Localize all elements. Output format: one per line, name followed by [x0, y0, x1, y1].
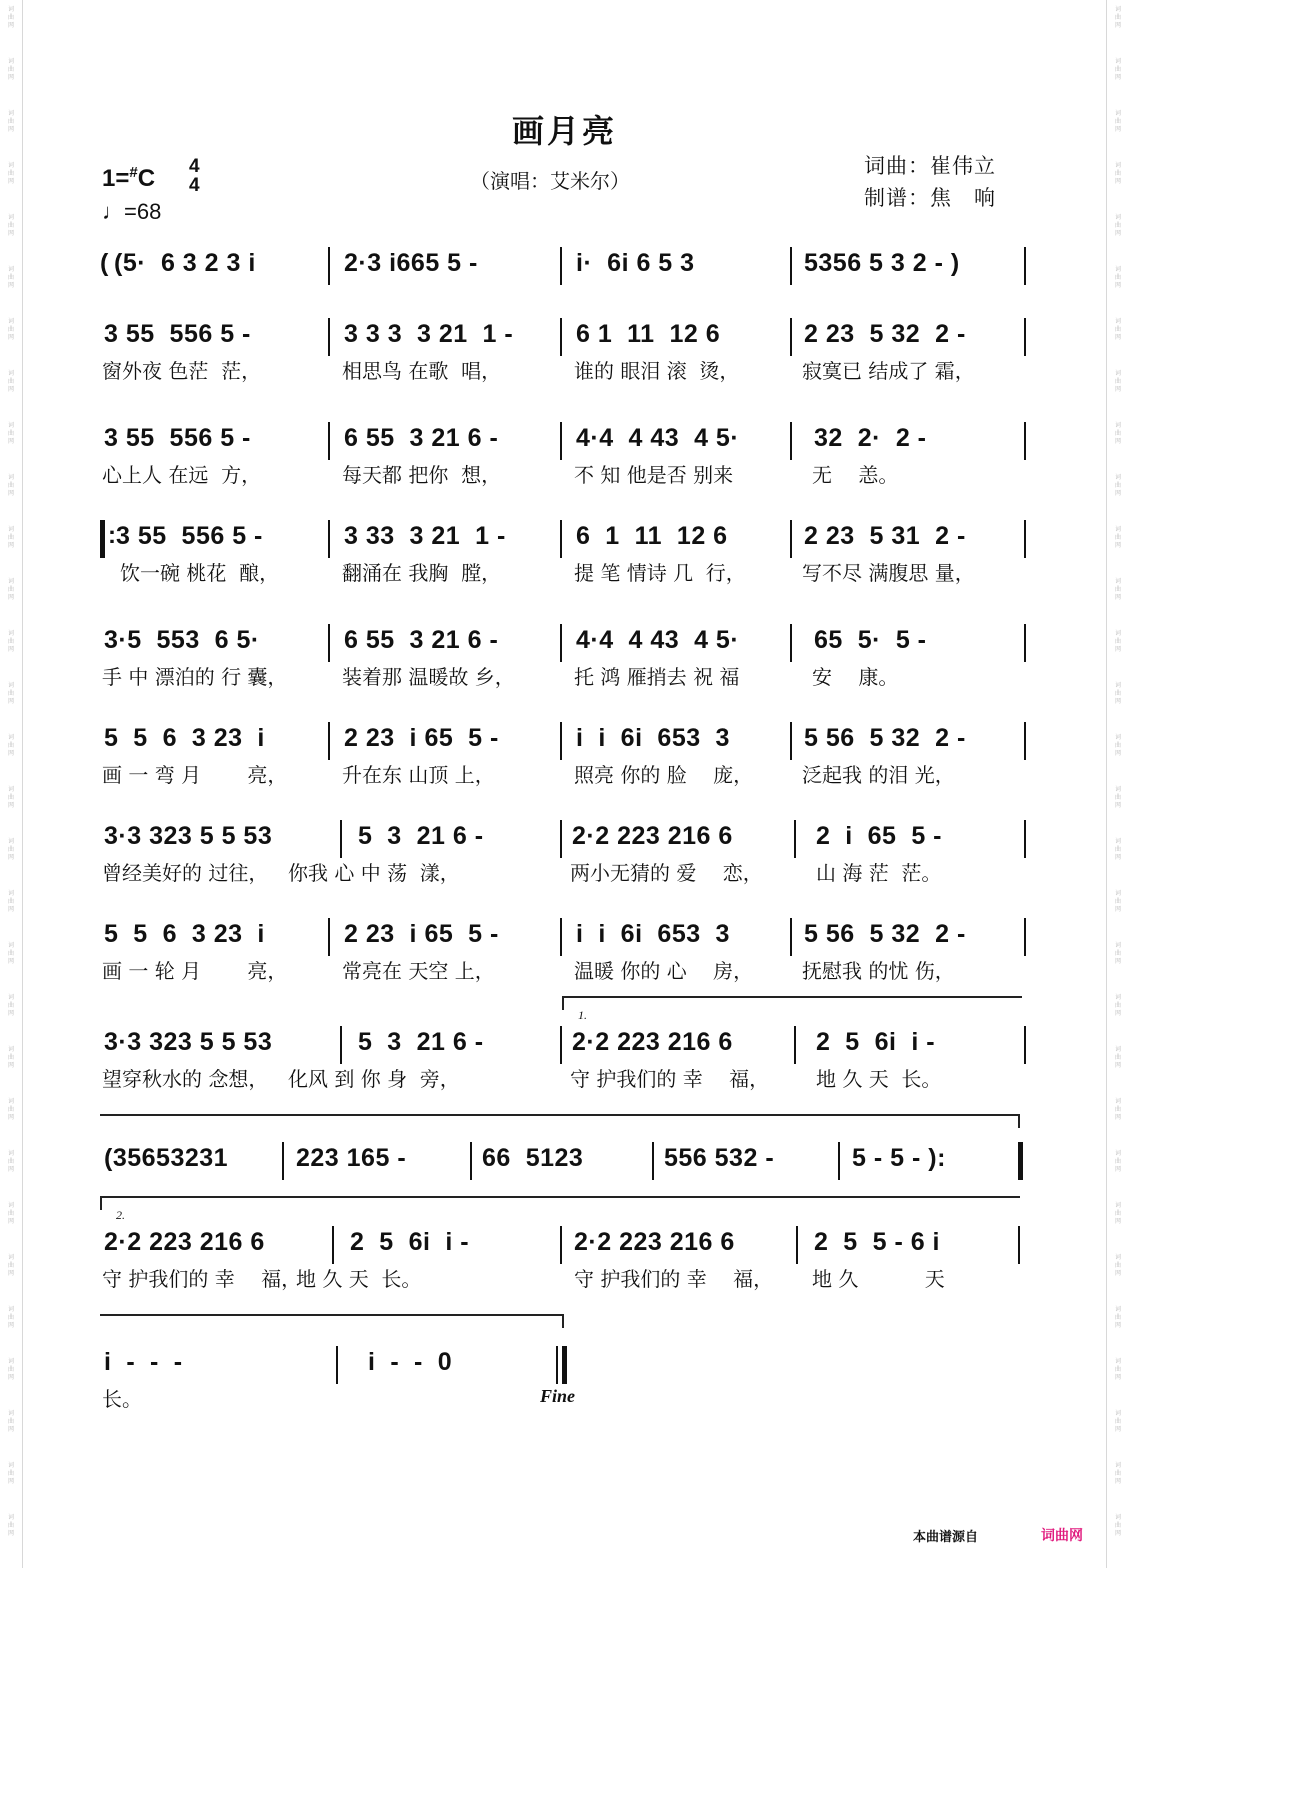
watermark-glyph: 词 曲 网: [7, 266, 14, 289]
barline: [790, 520, 792, 558]
lyric: 饮一碗 桃花 酿，: [120, 561, 280, 585]
score-line-verse2b: [100, 620, 1028, 700]
barline: [560, 820, 562, 858]
interlude-bracket: [100, 1114, 1020, 1116]
barline: [794, 1026, 796, 1064]
barline: [328, 520, 330, 558]
watermark-glyph: 词 曲 网: [1114, 266, 1121, 289]
score-line-interlude: [100, 1138, 1028, 1218]
barline: [560, 247, 562, 285]
barline: [1024, 247, 1026, 285]
measure: 2·3 i665 5 -: [344, 249, 478, 277]
lyric: 手 中 漂泊的 行 囊，: [102, 665, 288, 689]
lyric: 不 知 他是否 别来: [574, 463, 734, 487]
lyric: 守 护我们的 幸 福，: [570, 1067, 770, 1091]
measure: 2 5 6i i -: [816, 1028, 936, 1056]
lyric: 画 一 轮 月 亮，: [102, 959, 288, 983]
watermark-glyph: 词 曲 网: [1114, 214, 1121, 237]
measure: 5 5 6 3 23 i: [104, 724, 265, 752]
barline: [328, 318, 330, 356]
barline: [652, 1142, 654, 1180]
measure: 32 2· 2 -: [814, 424, 927, 452]
watermark-glyph: 词 曲 网: [1114, 942, 1121, 965]
lyric: 常亮在 天空 上，: [342, 959, 495, 983]
watermark-glyph: 词 曲 网: [1114, 6, 1121, 29]
barline: [560, 624, 562, 662]
lyric: 窗外夜 色茫 茫，: [102, 359, 262, 383]
watermark-glyph: 词 曲 网: [1114, 1462, 1121, 1485]
watermark-glyph: 词 曲 网: [7, 58, 14, 81]
barline: [1024, 820, 1026, 858]
watermark-glyph: 词 曲 网: [1114, 162, 1121, 185]
lyric: 每天都 把你 想，: [342, 463, 502, 487]
second-ending-bracket: [100, 1196, 1020, 1198]
watermark-glyph: 词 曲 网: [7, 838, 14, 861]
barline: [1024, 520, 1026, 558]
watermark-glyph: 词 曲 网: [1114, 994, 1121, 1017]
watermark-glyph: 词 曲 网: [1114, 110, 1121, 133]
watermark-glyph: 词 曲 网: [1114, 786, 1121, 809]
barline: [560, 1226, 562, 1264]
barline: [560, 918, 562, 956]
lyric: 地 久 天 长。: [816, 1067, 942, 1091]
lyric: 托 鸿 雁捎去 祝 福: [574, 665, 740, 689]
watermark-glyph: 词 曲 网: [7, 1254, 14, 1277]
lyric: 写不尽 满腹思 量，: [802, 561, 975, 585]
barline: [328, 247, 330, 285]
score-line-chorus2a: [100, 914, 1028, 994]
first-ending-bracket: [562, 996, 1022, 998]
measure: 3 33 3 21 1 -: [344, 522, 506, 550]
lyric: 升在东 山顶 上，: [342, 763, 495, 787]
measure: 2 23 5 32 2 -: [804, 320, 966, 348]
measure: 4·4 4 43 4 5·: [576, 626, 740, 654]
lyric: 安 康。: [812, 665, 899, 689]
barline: [560, 422, 562, 460]
watermark-glyph: 词 曲 网: [7, 1150, 14, 1173]
measure: 2 5 6i i -: [350, 1228, 470, 1256]
watermark-glyph: 词 曲 网: [1114, 1358, 1121, 1381]
watermark-glyph: 词 曲 网: [1114, 578, 1121, 601]
volta-1-label: 1.: [578, 1008, 587, 1022]
watermark-glyph: 词 曲 网: [1114, 1098, 1121, 1121]
barline: [560, 520, 562, 558]
watermark-glyph: 词 曲 网: [1114, 1202, 1121, 1225]
barline: [328, 918, 330, 956]
watermark-glyph: 词 曲 网: [1114, 58, 1121, 81]
lyric: 谁的 眼泪 滚 烫，: [574, 359, 740, 383]
watermark-glyph: 词 曲 网: [1114, 838, 1121, 861]
barline: [336, 1346, 338, 1384]
lyric: 守 护我们的 幸 福，: [102, 1267, 302, 1291]
measure: 5 56 5 32 2 -: [804, 724, 966, 752]
watermark-glyph: 词 曲 网: [7, 214, 14, 237]
measure: 6 55 3 21 6 -: [344, 424, 499, 452]
measure: 3·5 553 6 5·: [104, 626, 260, 654]
left-watermark-strip: [0, 0, 23, 1568]
lyric: 泛起我 的泪 光，: [802, 763, 955, 787]
barline: [328, 422, 330, 460]
barline: [560, 722, 562, 760]
watermark-glyph: 词 曲 网: [7, 370, 14, 393]
measure: 223 165 -: [296, 1144, 407, 1172]
right-watermark-strip: [1106, 0, 1129, 1568]
barline: [1024, 918, 1026, 956]
score-line-chorus1b: [100, 816, 1028, 896]
measure: 3 55 556 5 -: [104, 424, 251, 452]
barline: [1024, 722, 1026, 760]
lyric: 提 笔 情诗 几 行，: [574, 561, 746, 585]
measure: 5 3 21 6 -: [358, 822, 484, 850]
barline: [1024, 1026, 1026, 1064]
measure: 3·3 323 5 5 53: [104, 822, 273, 850]
measure: 2 5 5 - 6 i: [814, 1228, 941, 1256]
measure: 3·3 323 5 5 53: [104, 1028, 273, 1056]
measure: i· 6i 6 5 3: [576, 249, 695, 277]
watermark-glyph: 词 曲 网: [7, 318, 14, 341]
watermark-glyph: 词 曲 网: [7, 422, 14, 445]
key-signature: 1=#C: [102, 164, 156, 192]
barline: [790, 624, 792, 662]
watermark-glyph: 词 曲 网: [7, 994, 14, 1017]
watermark-glyph: 词 曲 网: [1114, 370, 1121, 393]
measure: i i 6i 653 3: [576, 724, 730, 752]
barline: [332, 1226, 334, 1264]
watermark-glyph: 词 曲 网: [7, 162, 14, 185]
watermark-glyph: 词 曲 网: [7, 1514, 14, 1537]
measure: 3 55 556 5 -: [104, 320, 251, 348]
watermark-glyph: 词 曲 网: [7, 1202, 14, 1225]
singer-credit: （演唱：艾米尔）: [470, 169, 630, 193]
watermark-glyph: 词 曲 网: [1114, 630, 1121, 653]
measure: 5356 5 3 2 - ): [804, 249, 960, 277]
watermark-glyph: 词 曲 网: [1114, 1150, 1121, 1173]
measure: 3 3 3 3 21 1 -: [344, 320, 514, 348]
lyric: 你我 心 中 荡 漾，: [288, 861, 460, 885]
barline: [790, 722, 792, 760]
barline: [560, 1026, 562, 1064]
lyricist-credit: 词曲：崔伟立: [864, 154, 996, 178]
lyric: 装着那 温暖故 乡，: [342, 665, 515, 689]
watermark-glyph: 词 曲 网: [1114, 1514, 1121, 1537]
site-brand[interactable]: 词曲网: [1041, 1528, 1083, 1544]
interlude-bracket-hook: [1018, 1114, 1020, 1128]
watermark-glyph: 词 曲 网: [7, 474, 14, 497]
barline: [1024, 624, 1026, 662]
watermark-glyph: 词 曲 网: [7, 526, 14, 549]
score-line-verse2a: [100, 516, 1028, 596]
watermark-glyph: 词 曲 网: [7, 1358, 14, 1381]
watermark-glyph: 词 曲 网: [1114, 422, 1121, 445]
time-signature: [189, 157, 200, 195]
barline: [560, 318, 562, 356]
watermark-glyph: 词 曲 网: [7, 890, 14, 913]
fine-mark: Fine: [540, 1386, 576, 1406]
watermark-glyph: 词 曲 网: [7, 630, 14, 653]
barline: [838, 1142, 840, 1180]
watermark-glyph: 词 曲 网: [1114, 890, 1121, 913]
intro-open-paren: (: [100, 249, 109, 277]
barline: [790, 422, 792, 460]
score-line-outro: [100, 1208, 1028, 1302]
lyric: 温暖 你的 心 房，: [574, 959, 754, 983]
repeat-dots: :: [108, 522, 116, 549]
watermark-glyph: 词 曲 网: [1114, 734, 1121, 757]
measure: 2 23 i 65 5 -: [344, 724, 499, 752]
final-barline: [562, 1346, 567, 1384]
lyric: 抚慰我 的忧 伤，: [802, 959, 955, 983]
second-ending-bracket-hook: [100, 1196, 102, 1210]
watermark-glyph: 词 曲 网: [7, 942, 14, 965]
score-line-verse1a: [100, 314, 1028, 394]
lyric: 山 海 茫 茫。: [816, 861, 942, 885]
lyric: 地 久 天: [812, 1267, 945, 1291]
measure: 2 i 65 5 -: [816, 822, 943, 850]
watermark-glyph: 词 曲 网: [7, 1410, 14, 1433]
lyric: 照亮 你的 脸 庞，: [574, 763, 754, 787]
watermark-glyph: 词 曲 网: [7, 1046, 14, 1069]
measure: 556 532 -: [664, 1144, 775, 1172]
barline: [470, 1142, 472, 1180]
meter-bottom: 4: [189, 175, 200, 196]
watermark-glyph: 词 曲 网: [1114, 1306, 1121, 1329]
lyric: 化风 到 你 身 旁，: [288, 1067, 460, 1091]
measure: (35653231: [104, 1144, 229, 1172]
lyric: 望穿秋水的 念想，: [102, 1067, 269, 1091]
lyric: 地 久 天 长。: [296, 1267, 422, 1291]
score-line-chorus2b: [100, 1008, 1028, 1102]
lyric: 守 护我们的 幸 福，: [574, 1267, 774, 1291]
repeat-start-barline: [100, 520, 105, 558]
watermark-glyph: 词 曲 网: [1114, 318, 1121, 341]
song-title: 画月亮: [511, 112, 617, 150]
watermark-glyph: 词 曲 网: [1114, 474, 1121, 497]
meter-top: 4: [189, 156, 200, 177]
score-line-intro: [100, 243, 1028, 323]
measure: 5 5 6 3 23 i: [104, 920, 265, 948]
lyric: 相思鸟 在歌 唱，: [342, 359, 502, 383]
lyric: 画 一 弯 月 亮，: [102, 763, 288, 787]
measure: 5 3 21 6 -: [358, 1028, 484, 1056]
barline: [796, 1226, 798, 1264]
final-bracket-hook: [562, 1314, 564, 1328]
measure: 2·2 223 216 6: [572, 1028, 733, 1056]
barline: [790, 318, 792, 356]
measure: i - - 0: [368, 1348, 453, 1376]
measure: 6 55 3 21 6 -: [344, 626, 499, 654]
watermark-glyph: 词 曲 网: [7, 1462, 14, 1485]
score-line-ending: [100, 1342, 1028, 1422]
watermark-glyph: 词 曲 网: [7, 1306, 14, 1329]
lyric: 心上人 在远 方，: [102, 463, 262, 487]
barline: [790, 918, 792, 956]
repeat-end-barline: [1018, 1142, 1023, 1180]
barline: [794, 820, 796, 858]
barline: [340, 1026, 342, 1064]
watermark-glyph: 词 曲 网: [1114, 1046, 1121, 1069]
measure: i i 6i 653 3: [576, 920, 730, 948]
watermark-glyph: 词 曲 网: [7, 1098, 14, 1121]
watermark-glyph: 词 曲 网: [7, 578, 14, 601]
measure: (5· 6 3 2 3 i: [114, 249, 256, 277]
measure: 5 56 5 32 2 -: [804, 920, 966, 948]
watermark-glyph: 词 曲 网: [7, 682, 14, 705]
measure: 2 23 i 65 5 -: [344, 920, 499, 948]
measure: 4·4 4 43 4 5·: [576, 424, 740, 452]
measure: 6 1 11 12 6: [576, 320, 721, 348]
arranger-credit: 制谱：焦 响: [864, 186, 996, 210]
lyric: 两小无猜的 爱 恋，: [570, 861, 763, 885]
measure: 2·2 223 216 6: [572, 822, 733, 850]
barline: [1024, 318, 1026, 356]
watermark-glyph: 词 曲 网: [7, 6, 14, 29]
watermark-glyph: 词 曲 网: [1114, 1254, 1121, 1277]
measure: i - - -: [104, 1348, 183, 1376]
measure: 6 1 11 12 6: [576, 522, 728, 550]
lyric: 无 恙。: [812, 463, 899, 487]
watermark-glyph: 词 曲 网: [1114, 682, 1121, 705]
source-note: 本曲谱源自: [913, 1530, 979, 1545]
lyric: 长。: [102, 1387, 142, 1411]
watermark-glyph: 词 曲 网: [1114, 1410, 1121, 1433]
lyric: 寂寞已 结成了 霜，: [802, 359, 975, 383]
barline: [328, 624, 330, 662]
measure: 3 55 556 5 -: [116, 522, 263, 550]
barline: [790, 247, 792, 285]
first-ending-bracket-hook: [562, 996, 564, 1010]
measure: 2 23 5 31 2 -: [804, 522, 966, 550]
watermark-glyph: 词 曲 网: [7, 786, 14, 809]
barline: [282, 1142, 284, 1180]
watermark-glyph: 词 曲 网: [7, 110, 14, 133]
final-bracket: [100, 1314, 562, 1316]
barline: [1018, 1226, 1020, 1264]
score-line-chorus1a: [100, 718, 1028, 798]
measure: 65 5· 5 -: [814, 626, 927, 654]
score-line-verse1b: [100, 418, 1028, 498]
measure: 5 - 5 - ):: [852, 1144, 946, 1172]
barline: [556, 1346, 558, 1384]
measure: 66 5123: [482, 1144, 584, 1172]
lyric: 曾经美好的 过往，: [102, 861, 269, 885]
volta-2-label: 2.: [116, 1208, 125, 1222]
barline: [340, 820, 342, 858]
watermark-glyph: 词 曲 网: [7, 734, 14, 757]
lyric: 翻涌在 我胸 膛，: [342, 561, 502, 585]
measure: 2·2 223 216 6: [574, 1228, 735, 1256]
measure: 2·2 223 216 6: [104, 1228, 265, 1256]
barline: [1024, 422, 1026, 460]
barline: [328, 722, 330, 760]
tempo-marking: ♩=68: [102, 199, 162, 224]
watermark-glyph: 词 曲 网: [1114, 526, 1121, 549]
